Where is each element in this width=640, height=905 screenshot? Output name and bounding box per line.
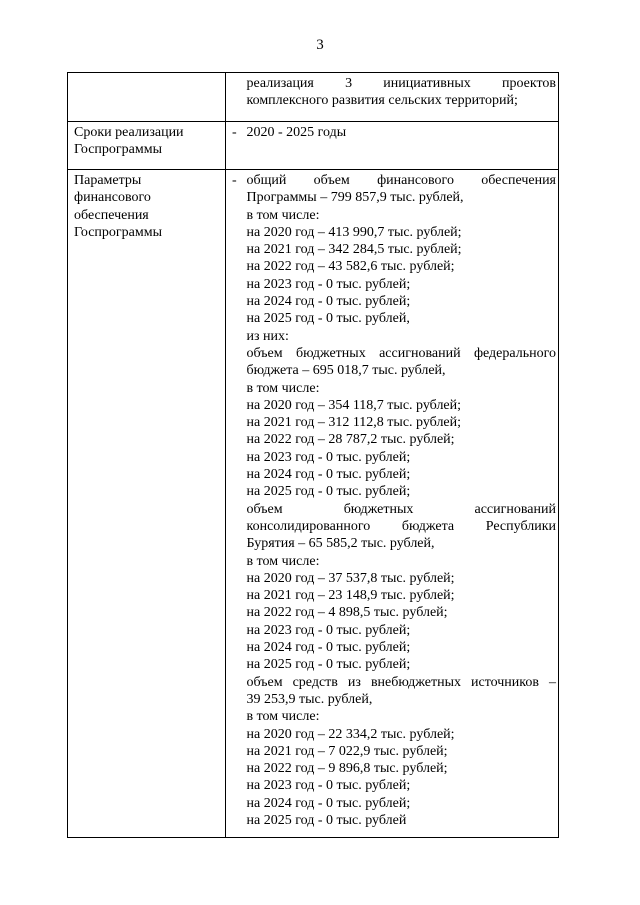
row-value-line: на 2025 год - 0 тыс. рублей; (246, 657, 411, 673)
row-value-line: на 2025 год - 0 тыс. рублей; (246, 484, 411, 500)
row-label-line: Госпрограммы (74, 142, 162, 158)
row-value-line: в том числе: (246, 207, 320, 223)
row-dash-cell (226, 170, 246, 838)
row-value-line: на 2023 год - 0 тыс. рублей; (246, 622, 411, 638)
row-value-cell (246, 73, 559, 122)
row-dash: - (232, 125, 237, 140)
row-value-line: на 2020 год – 22 334,2 тыс. рублей; (246, 726, 455, 742)
row-label-line: Госпрограммы (74, 224, 162, 240)
row-value-line: на 2020 год – 413 990,7 тыс. рублей; (246, 224, 462, 240)
row-value-line: на 2021 год – 23 148,9 тыс. рублей; (246, 588, 455, 604)
row-value-line: на 2021 год – 342 284,5 тыс. рублей; (246, 242, 462, 258)
row-value-line: на 2022 год – 4 898,5 тыс. рублей; (246, 605, 448, 621)
row-value-line: консолидированного бюджета Республики (246, 518, 556, 534)
table-body (68, 73, 559, 838)
row-label-line: Параметры (74, 173, 142, 188)
row-value-line: на 2021 год – 7 022,9 тыс. рублей; (246, 743, 448, 759)
row-value-line: общий объем финансового обеспечения (246, 173, 556, 188)
row-label-cell (68, 170, 226, 838)
row-value-cell (246, 170, 559, 838)
row-value-line: 39 253,9 тыс. рублей, (246, 691, 373, 707)
row-label-line: обеспечения (74, 207, 149, 223)
row-value-line: 2020 - 2025 годы (246, 125, 347, 140)
row-value-line: в том числе: (246, 553, 320, 569)
row-dash (232, 75, 246, 92)
row-value-line: на 2022 год – 28 787,2 тыс. рублей; (246, 432, 455, 448)
row-value-line: бюджета – 695 018,7 тыс. рублей, (246, 363, 446, 379)
row-dash-cell (226, 122, 246, 170)
row-dash: - (232, 173, 237, 188)
row-value-line: объем бюджетных ассигнований (246, 501, 556, 517)
row-value-line: комплексного развития сельских территорий; (246, 93, 518, 109)
row-value-line: на 2025 год - 0 тыс. рублей (246, 812, 407, 828)
row-value-line: в том числе: (246, 380, 320, 396)
program-parameters-table (67, 72, 559, 838)
row-value-line: на 2023 год - 0 тыс. рублей; (246, 276, 411, 292)
page-number: 3 (316, 37, 324, 53)
row-value-line: реализация 3 инициативных проектов (246, 76, 556, 91)
row-value-line: Программы – 799 857,9 тыс. рублей, (246, 190, 464, 206)
row-value-line: на 2020 год – 354 118,7 тыс. рублей; (246, 397, 462, 413)
row-value-line: на 2024 год - 0 тыс. рублей; (246, 294, 411, 310)
row-value-line: на 2021 год – 312 112,8 тыс. рублей; (246, 415, 462, 431)
row-value-line: в том числе: (246, 709, 320, 725)
row-value-line: на 2024 год - 0 тыс. рублей; (246, 795, 411, 811)
row-value-cell (246, 122, 559, 170)
row-value-line: на 2024 год - 0 тыс. рублей; (246, 467, 411, 483)
row-label-cell (68, 73, 226, 122)
row-value-line: на 2022 год – 43 582,6 тыс. рублей; (246, 259, 455, 275)
row-label-cell (68, 122, 226, 170)
row-value-line: на 2023 год - 0 тыс. рублей; (246, 449, 411, 465)
row-label-line: финансового (74, 190, 151, 206)
row-value-line: Бурятия – 65 585,2 тыс. рублей, (246, 536, 435, 552)
row-value-line: на 2024 год - 0 тыс. рублей; (246, 640, 411, 656)
row-value-line: из них: (246, 328, 289, 344)
row-value-line: объем средств из внебюджетных источников – (246, 674, 556, 690)
row-value-line: на 2022 год – 9 896,8 тыс. рублей; (246, 761, 448, 777)
row-value-line: объем бюджетных ассигнований федерального (246, 345, 556, 361)
row-value-line: на 2020 год – 37 537,8 тыс. рублей; (246, 570, 455, 586)
row-value-line: на 2023 год - 0 тыс. рублей; (246, 778, 411, 794)
table-row (68, 73, 559, 122)
row-dash-cell (226, 73, 246, 122)
row-value-line: на 2025 год - 0 тыс. рублей, (246, 311, 410, 327)
row-label-line: Сроки реализации (74, 125, 184, 140)
table-row (68, 122, 559, 170)
table-row (68, 170, 559, 838)
